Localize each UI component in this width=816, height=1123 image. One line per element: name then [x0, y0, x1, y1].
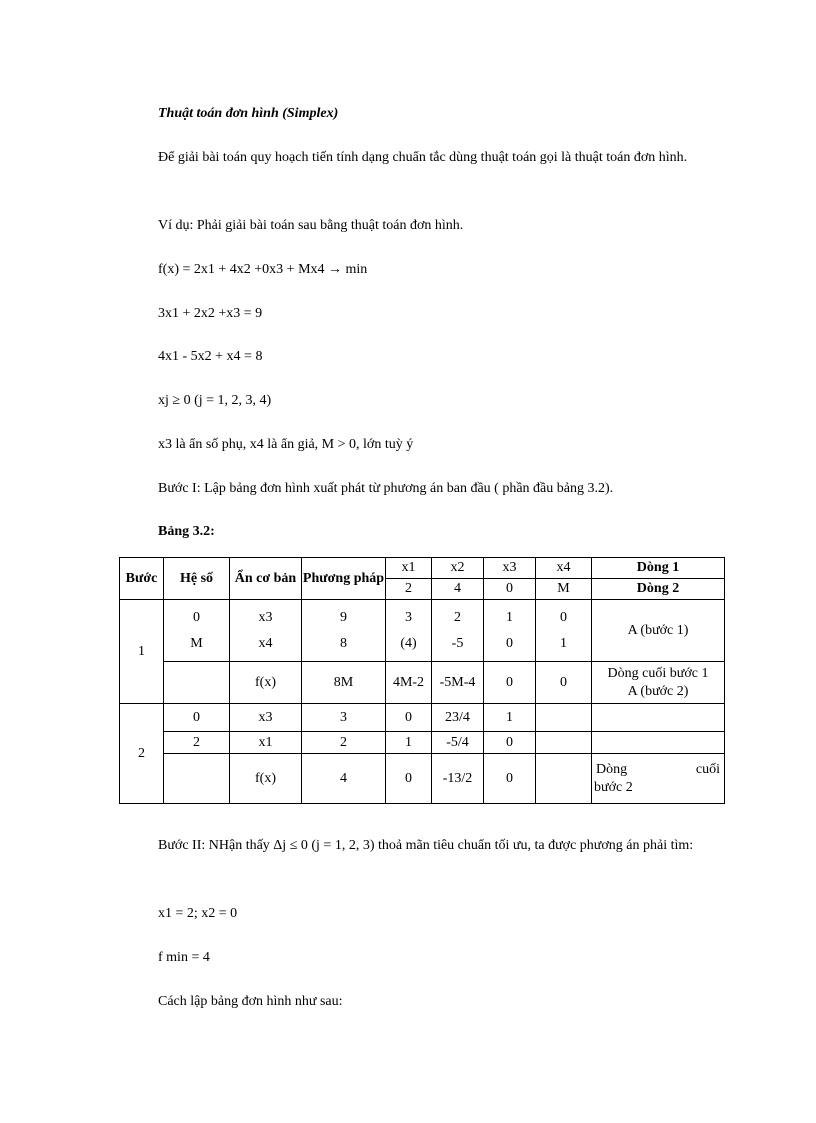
table-row: 23/4	[432, 704, 484, 732]
f-label: f(x)	[230, 662, 302, 704]
table-row: 0 M	[164, 600, 230, 662]
f-label: f(x)	[230, 754, 302, 804]
step-1-label: 1	[120, 600, 164, 704]
constraint-2: 4x1 - 5x2 + x4 = 8	[158, 349, 263, 364]
intro-paragraph: Để giải bài toán quy hoạch tiến tính dạng chuẩn tắc dùng thuật toán gọi là thuật toán đơn hình.	[158, 150, 688, 165]
empty-cell	[592, 704, 725, 732]
f-x1: 4M-2	[386, 662, 432, 704]
table-row: 0 1	[536, 600, 592, 662]
step-1-last-note: Dòng cuối bước 1 A (bước 2)	[592, 662, 725, 704]
table-caption: Bảng 3.2:	[158, 524, 215, 539]
f-x2: -5M-4	[432, 662, 484, 704]
step-2-label: 2	[120, 704, 164, 804]
empty-cell	[592, 732, 725, 754]
table-row: 9 8	[302, 600, 386, 662]
f-x2: -13/2	[432, 754, 484, 804]
f-x1: 0	[386, 754, 432, 804]
header-x2: x2	[432, 558, 484, 579]
section-title: Thuật toán đơn hình (Simplex)	[158, 106, 339, 121]
cost-x4: M	[536, 579, 592, 600]
result-x: x1 = 2; x2 = 0	[158, 906, 238, 921]
header-x1: x1	[386, 558, 432, 579]
step-2-last-note: Dòng cuối bước 2	[592, 754, 725, 804]
empty-cell	[536, 704, 592, 732]
table-row: -5/4	[432, 732, 484, 754]
table-row: x3 x4	[230, 600, 302, 662]
f-value: 8M	[302, 662, 386, 704]
step-2-paragraph: Bước II: NHận thấy Δj ≤ 0 (j = 1, 2, 3) thoả mãn tiêu chuẩn tối ưu, ta được phương án phải tìm:	[158, 838, 694, 853]
cost-x3: 0	[484, 579, 536, 600]
empty-cell	[164, 754, 230, 804]
header-row1: Dòng 1	[592, 558, 725, 579]
f-x3: 0	[484, 662, 536, 704]
table-row: 1 0	[484, 600, 536, 662]
header-coef: Hệ số	[164, 558, 230, 600]
variable-note: x3 là ẩn số phụ, x4 là ẩn giả, M > 0, lớn tuỳ ý	[158, 437, 414, 452]
table-row: 0	[484, 732, 536, 754]
header-x3: x3	[484, 558, 536, 579]
table-row: 2	[302, 732, 386, 754]
step-1: Bước I: Lập bảng đơn hình xuất phát từ phương án ban đầu ( phần đầu bảng 3.2).	[158, 481, 614, 496]
cost-x2: 4	[432, 579, 484, 600]
table-row: 0	[386, 704, 432, 732]
closing-line: Cách lập bảng đơn hình như sau:	[158, 994, 343, 1009]
header-row2: Dòng 2	[592, 579, 725, 600]
table-row: 3 (4)	[386, 600, 432, 662]
table-row: 1	[386, 732, 432, 754]
example-line: Ví dụ: Phải giải bài toán sau bằng thuật toán đơn hình.	[158, 218, 464, 233]
table-row: 0	[164, 704, 230, 732]
table-row: 3	[302, 704, 386, 732]
table-row: x3	[230, 704, 302, 732]
header-method: Phương pháp	[302, 558, 386, 600]
nonnegativity: xj ≥ 0 (j = 1, 2, 3, 4)	[158, 393, 272, 408]
result-fmin: f min = 4	[158, 950, 210, 965]
table-row: 2 -5	[432, 600, 484, 662]
empty-cell	[536, 754, 592, 804]
empty-cell	[536, 732, 592, 754]
table-row: 2	[164, 732, 230, 754]
f-x4: 0	[536, 662, 592, 704]
constraint-1: 3x1 + 2x2 +x3 = 9	[158, 306, 263, 321]
header-step: Bước	[120, 558, 164, 600]
header-basis: Ẩn cơ bản	[230, 558, 302, 600]
f-value: 4	[302, 754, 386, 804]
table-row: x1	[230, 732, 302, 754]
table-row: 1	[484, 704, 536, 732]
f-x3: 0	[484, 754, 536, 804]
step-1-note: A (bước 1)	[592, 600, 725, 662]
cost-x1: 2	[386, 579, 432, 600]
empty-cell	[164, 662, 230, 704]
objective-function: f(x) = 2x1 + 4x2 +0x3 + Mx4 → min	[158, 262, 368, 277]
simplex-table	[119, 557, 725, 804]
header-x4: x4	[536, 558, 592, 579]
